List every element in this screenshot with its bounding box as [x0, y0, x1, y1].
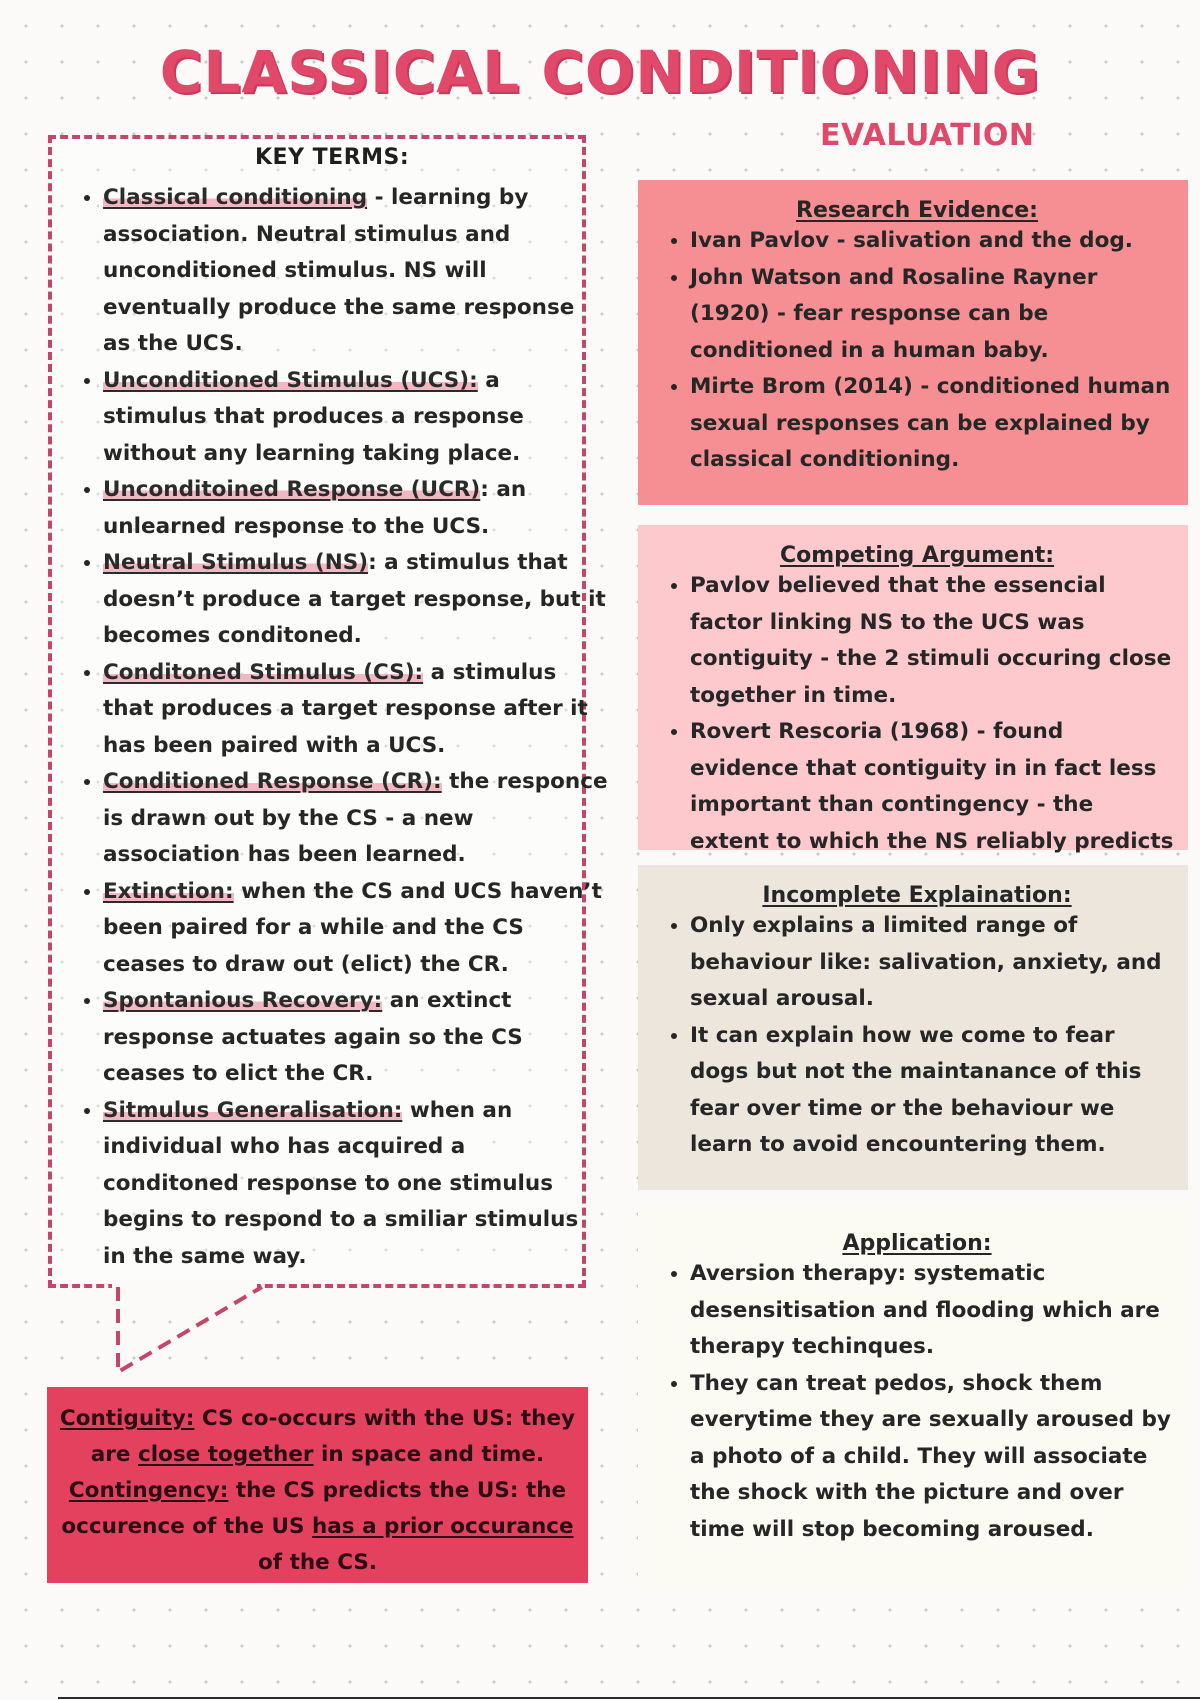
- research-evidence-panel: [638, 180, 1188, 505]
- list-item: [103, 764, 608, 874]
- list-item: • Mirte Brom (2014) - conditioned human sexual responses can be explained by classical conditioning.: [690, 369, 1174, 479]
- panel-list: [660, 223, 1174, 479]
- contiguity-label: Contiguity:: [59, 1406, 195, 1431]
- definition: - learning by association. Neutral stimulus and unconditioned stimulus. NS will eventually produce the same response as the UCS.: [103, 185, 575, 356]
- panel-heading: Application:: [842, 1231, 992, 1256]
- list-item: [103, 1093, 608, 1276]
- term: Unconditoined Response (UCR): [103, 477, 481, 502]
- contingency-label: Contingency:: [68, 1478, 229, 1503]
- list-item: [103, 983, 608, 1093]
- contiguity-emphasis: close together: [137, 1442, 314, 1467]
- panel-list: [660, 568, 1174, 897]
- list-item: • It can explain how we come to fear dogs but not the maintanance of this fear over time or the behaviour we learn to avoid encountering them.: [690, 1018, 1174, 1164]
- panel-heading: Competing Argument:: [779, 543, 1055, 568]
- list-item: [103, 180, 608, 363]
- definition: a stimulus that produces a target response after it has been paired with a UCS.: [103, 659, 588, 758]
- term: Conditoned Stimulus (CS):: [103, 659, 424, 685]
- list-item: [103, 472, 608, 545]
- definition: the responce is drawn out by the CS - a new association has been learned.: [103, 769, 608, 867]
- term: Spontanious Recovery:: [103, 988, 383, 1013]
- contiguity-text: CS co-occurs with the US: they are: [90, 1406, 576, 1467]
- list-item: • They can treat pedos, shock them everytime they are sexually aroused by a photo of a child. They will associate the shock with the picture and over time will stop becoming aroused.: [690, 1366, 1174, 1549]
- list-item: • Only explains a limited range of behaviour like: salivation, anxiety, and sexual arousal.: [690, 908, 1174, 1018]
- term: Sitmulus Generalisation:: [103, 1097, 403, 1123]
- incomplete-explanation-panel: [638, 865, 1188, 1190]
- contiguity-text-end: in space and time.: [313, 1442, 545, 1467]
- key-terms-list: [75, 180, 608, 1275]
- contingency-text-end: of the CS.: [257, 1550, 378, 1575]
- term: Classical conditioning: [103, 185, 368, 210]
- contiguity-contingency-box: [47, 1387, 588, 1583]
- key-terms-heading: KEY TERMS:: [255, 145, 410, 170]
- definition: an extinct response actuates again so the CS ceases to elict the CR.: [103, 988, 523, 1086]
- list-item: • Aversion therapy: systematic desensitisation and flooding which are therapy techinques.: [690, 1256, 1174, 1366]
- panel-list: [660, 908, 1174, 1164]
- page-title: CLASSICAL CONDITIONING: [159, 38, 1041, 106]
- callout-gap: [112, 1280, 257, 1292]
- list-item: • Rovert Rescoria (1968) - found evidence that contiguity in in fact less important than contingency - the extent to which the NS reliably predicts: [690, 714, 1174, 897]
- definition: when the CS and UCS haven’t been paired for a while and the CS ceases to draw out (elict) the CR.: [103, 878, 602, 977]
- callout-tail: [118, 1287, 262, 1372]
- competing-argument-panel: [638, 525, 1188, 854]
- panel-list: [660, 1256, 1174, 1548]
- list-item: • Pavlov believed that the essencial factor linking NS to the UCS was contiguity - the 2 stimuli occuring close together in time.: [690, 568, 1174, 714]
- term: Unconditioned Stimulus (UCS):: [103, 367, 478, 393]
- term: Neutral Stimulus (NS): [103, 550, 369, 575]
- evaluation-heading: EVALUATION: [820, 118, 1035, 153]
- definition: : a stimulus that doesn’t produce a target response, but it becomes conditoned.: [103, 550, 606, 648]
- definition: a stimulus that produces a response without any learning taking place.: [103, 367, 524, 466]
- definition: when an individual who has acquired a conditoned response to one stimulus begins to respond to a smiliar stimulus in the same way.: [103, 1097, 579, 1269]
- list-item: • Ivan Pavlov - salivation and the dog.: [690, 223, 1174, 260]
- panel-heading: Research Evidence:: [796, 198, 1038, 223]
- application-panel: [638, 1205, 1188, 1585]
- term: Conditioned Response (CR):: [103, 769, 442, 794]
- list-item: [103, 363, 608, 473]
- contingency-text: the CS predicts the US: the occurence of the US: [61, 1478, 567, 1539]
- definition: : an unlearned response to the UCS.: [103, 477, 527, 539]
- list-item: [103, 655, 608, 765]
- term: Extinction:: [103, 878, 234, 904]
- list-item: • John Watson and Rosaline Rayner (1920) - fear response can be conditioned in a human baby.: [690, 260, 1174, 370]
- contingency-emphasis: has a prior occurance: [311, 1514, 574, 1539]
- list-item: [103, 874, 608, 984]
- bottom-divider: [58, 1697, 1200, 1699]
- panel-heading: Incomplete Explaination:: [762, 883, 1072, 908]
- list-item: [103, 545, 608, 655]
